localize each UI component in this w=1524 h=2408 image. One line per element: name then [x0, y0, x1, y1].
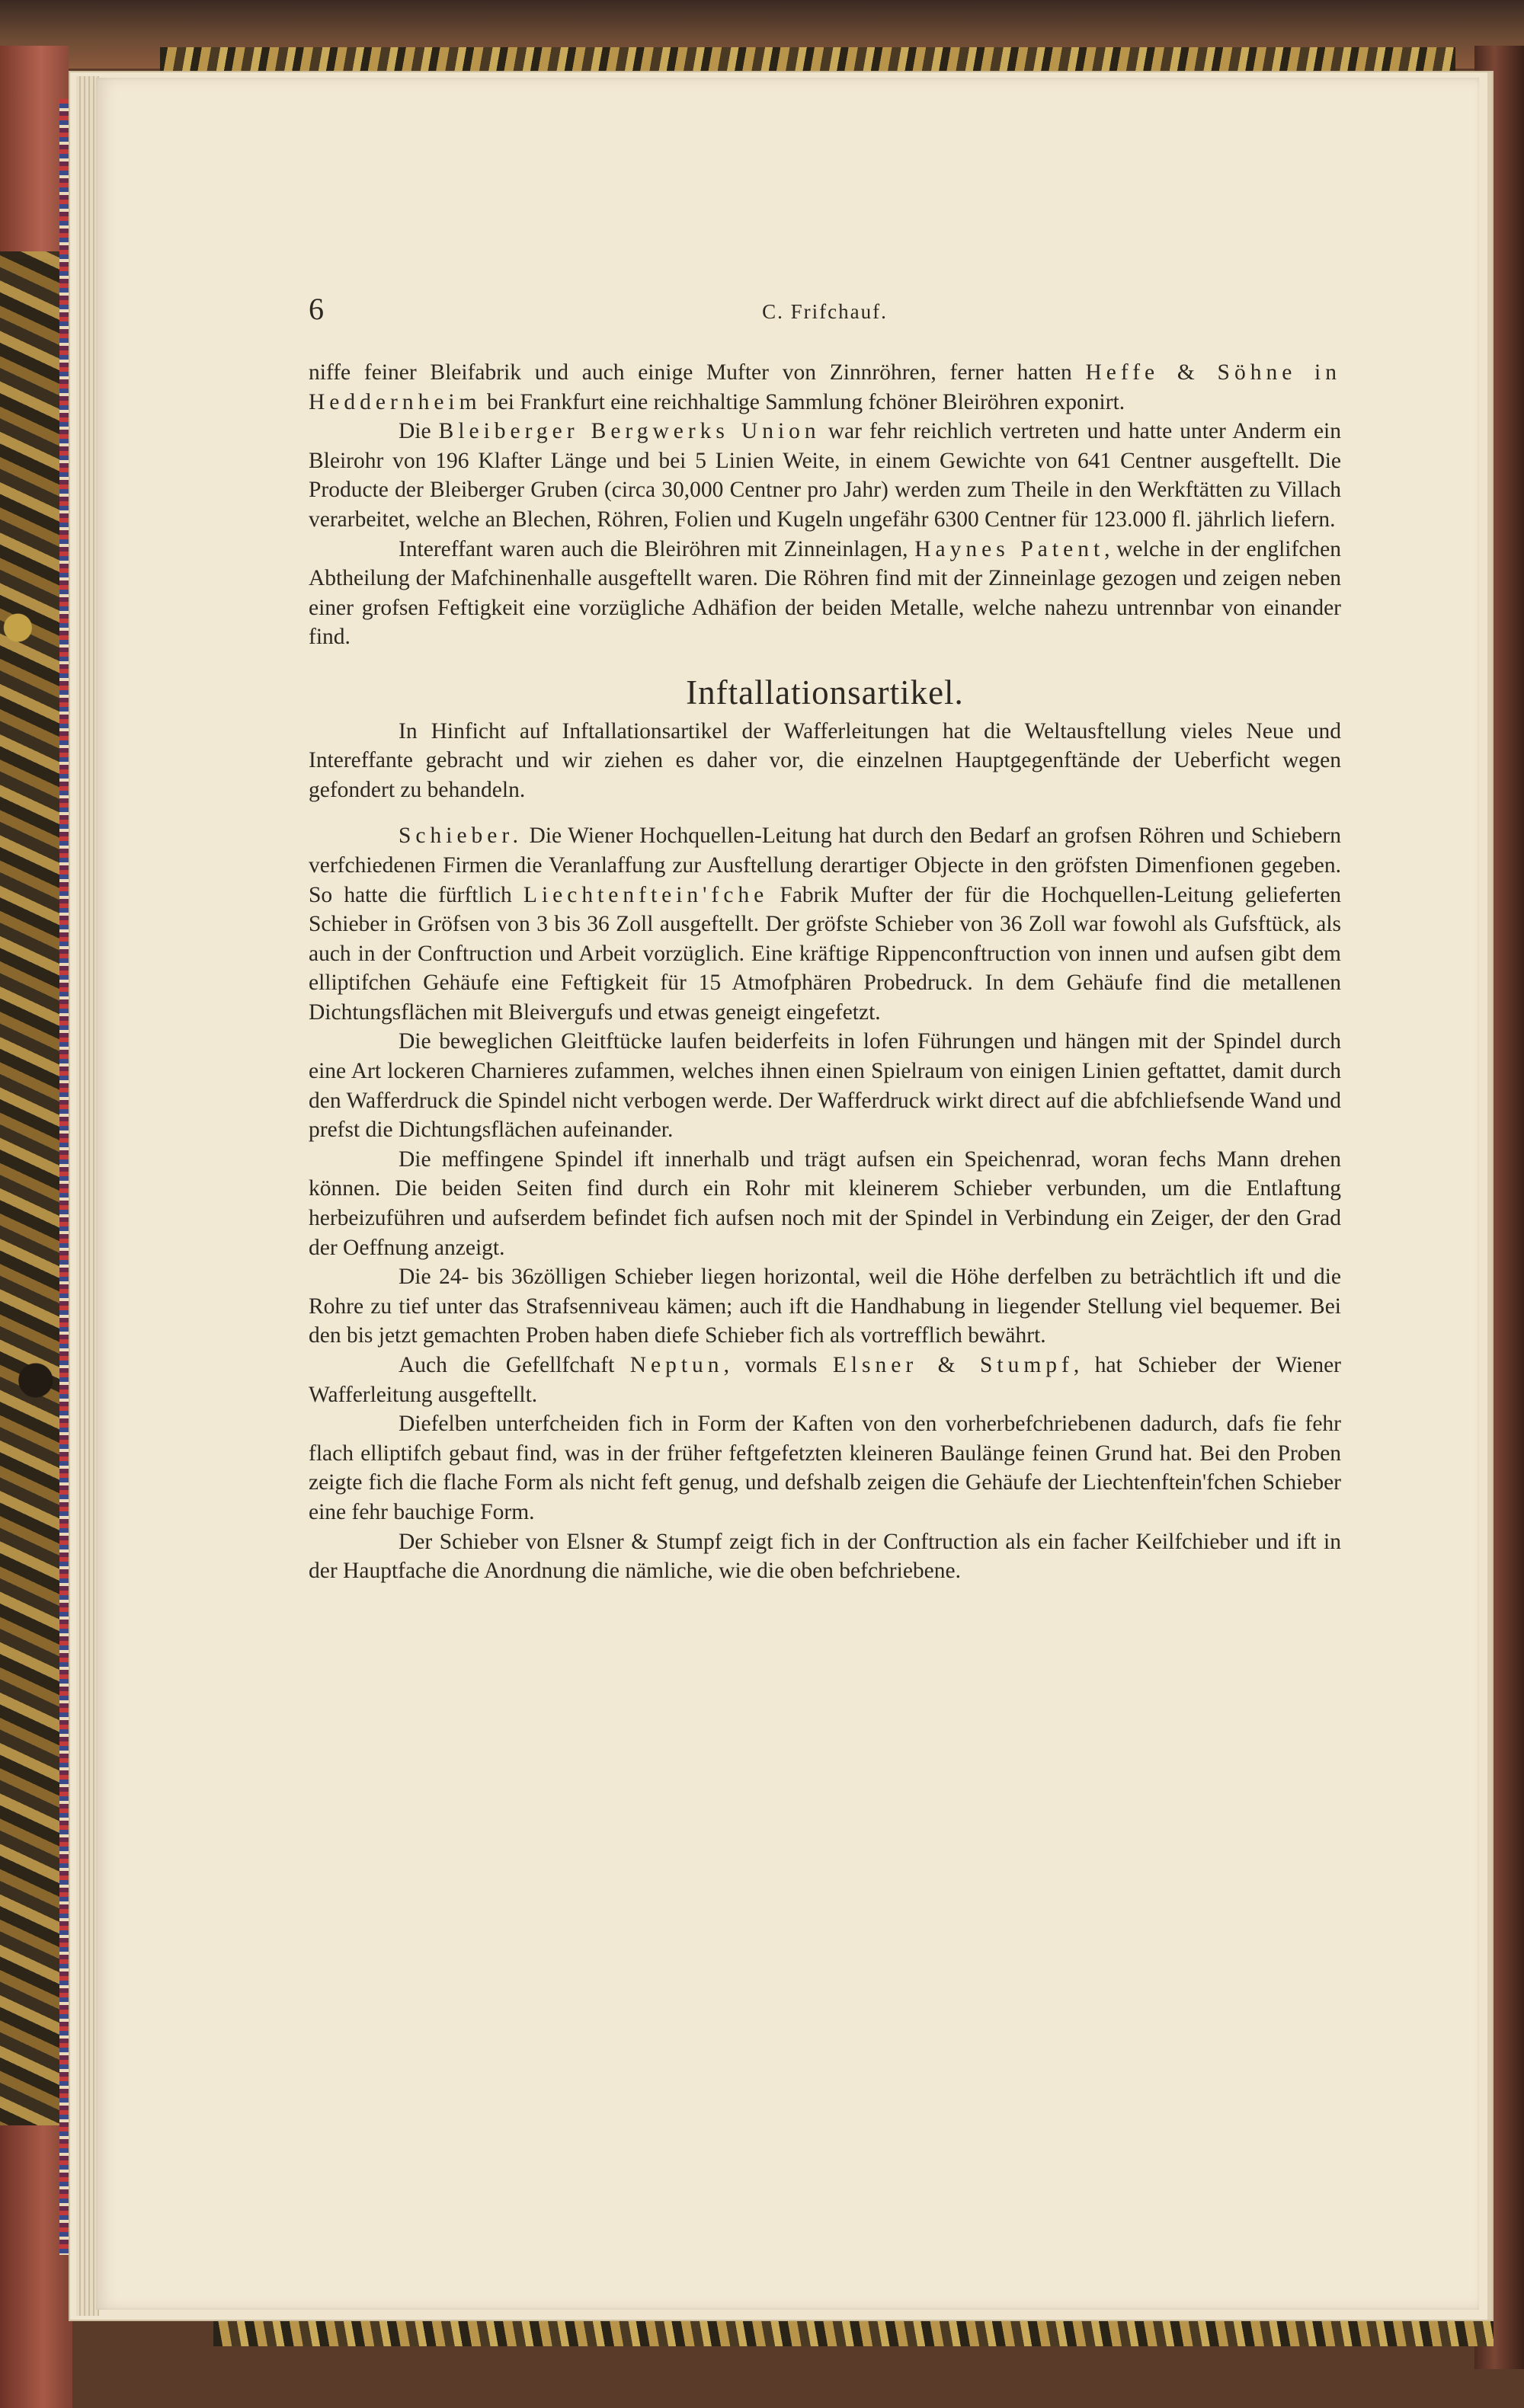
paragraph-3: [309, 535, 1341, 652]
marbled-edge-top: [160, 47, 1455, 75]
paragraph-10: Diefelben unterfcheiden fich in Form der Kaften von den vorherbefchriebenen dadurch, dafs fie fehr flach elliptifch gebaut find, was in der früher feftgefetzten kleineren Baulänge feinen Grund hat. Bei den Proben zeigte fich die flache Form als nicht feft genug, und defshalb zeigen die Gehäufe der Liechtenftein'fchen Schieber eine fehr bauchige Form.: [309, 1412, 1341, 1524]
text-run: Auch die Gefellfchaft: [399, 1353, 630, 1377]
paragraph-4: In Hinficht auf Inftallationsartikel der Wafferleitungen hat die Weltausftellung vieles Neue und Intereffante gebracht und wir ziehen es daher vor, die einzelnen Hauptgegenftände der Ueberficht wegen gefondert zu behandeln.: [309, 718, 1341, 802]
text-run: Intereffant waren auch die Bleiröhren mit Zinneinlagen,: [399, 536, 915, 561]
spaced-name: Liechtenftein'fche: [523, 882, 769, 907]
text-run: , hat Schieber der Wiener Wafferleitung ausgeftellt.: [309, 1353, 1341, 1407]
paragraph-9: [309, 1351, 1341, 1409]
spaced-heading: Schieber.: [399, 823, 523, 849]
text-run: Die: [399, 419, 439, 444]
paragraph-2: [309, 417, 1341, 534]
spaced-name: Heffe & Söhne in Heddernheim: [309, 360, 1341, 414]
text-run: , vormals: [723, 1353, 833, 1377]
paragraph-6: Die beweglichen Gleitftücke laufen beiderfeits in lofen Führungen und hängen mit der Spindel durch eine Art lockeren Charnieres zufammen, welches ihnen einen Spielraum von einigen Linien geftattet, damit durch den Wafferdruck die Spindel nicht verbogen werde. Der Wafferdruck wirkt direct auf die abfchliefsende Wand und prefst die Dichtungsflächen aufeinander.: [309, 1029, 1341, 1143]
section-title: Inftallationsartikel.: [686, 673, 964, 712]
paragraph-8: Die 24- bis 36zölligen Schieber liegen horizontal, weil die Höhe derfelben zu beträchtlich ift und die Rohre zu tief unter das Strafsenniveau kämen; auch ift die Handhabung in liegender Stellung viel bequemer. Bei den bis jetzt gemachten Proben haben diefe Schieber fich als vortrefflich bewährt.: [309, 1265, 1341, 1348]
page-number: 6: [309, 292, 324, 326]
text-run: niffe feiner Bleifabrik und auch einige Mufter von Zinnröhren, ferner hatten: [309, 360, 1086, 385]
page-header: [309, 291, 1341, 337]
paragraph-11: Der Schieber von Elsner & Stumpf zeigt fich in der Conftruction als ein facher Keilfchieber und ift in der Hauptfache die Anordnung die nämliche, wie die oben befchriebene.: [309, 1529, 1341, 1584]
text-run: bei Frankfurt eine reichhaltige Sammlung fchöner Bleiröhren exponirt.: [481, 389, 1125, 414]
text-run: , welche in der englifchen Abtheilung der Mafchinenhalle ausgeftellt waren. Die Röhren find mit der Zinneinlage gezogen und zeigen neben einer grofsen Feftigkeit eine vorzügliche Adhäfion der beiden Metalle, welche nahezu untrennbar von einander find.: [309, 536, 1341, 650]
spaced-name: Neptun: [629, 1353, 724, 1377]
paragraph-5: [309, 821, 1341, 1027]
text-run: Die Wiener Hochquellen-Leitung hat durch den Bedarf an grofsen Röhren und Schiebern verfchiedenen Firmen die Veranlaffung zur Ausftellung derartiger Objecte in den gröfsten Dimenfionen gegeben. So hatte die fürftlich: [309, 823, 1341, 907]
text-run: Fabrik Mufter der für die Hochquellen-Leitung gelieferten Schieber in Gröfsen von 3 bis 36 Zoll ausgeftellt. Der gröfste Schieber von 36 Zoll war fowohl als Gufsftück, als auch in der Conftruction und Arbeit vorzüglich. Eine kräftige Rippenconftruction von innen und aufsen gibt dem elliptifchen Gehäufe eine Feftigkeit für 15 Atmofphären Probedruck. In dem Gehäufe find die metallenen Dichtungsflächen mit Bleivergufs und etwas geneigt eingefetzt.: [309, 882, 1341, 1025]
spaced-name: Haynes Patent: [914, 536, 1105, 561]
page-body: [309, 358, 1341, 1586]
text-run: war fehr reichlich vertreten und hatte unter Anderm ein Bleirohr von 196 Klafter Länge und bei 5 Linien Weite, in einem Gewichte von 641 Centner ausgeftellt. Die Producte der Bleiberger Gruben (circa 30,000 Centner pro Jahr) werden zum Theile in den Werkftätten zu Villach verarbeitet, welche an Blechen, Röhren, Folien und Kugeln ungefähr 6300 Centner für 123.000 fl. jährlich liefern.: [309, 419, 1341, 532]
spaced-name: Bleiberger Bergwerks Union: [438, 419, 821, 444]
marbled-endpaper-left: [0, 251, 59, 2133]
paragraph-1: [309, 358, 1341, 417]
leather-binding-top: [0, 46, 69, 259]
spaced-name: Elsner & Stumpf: [832, 1353, 1074, 1377]
paragraph-7: Die meffingene Spindel ift innerhalb und trägt aufsen ein Speichenrad, woran fechs Mann drehen können. Die beiden Seiten find durch ein Rohr mit kleinerem Schieber verbunden, um die Entlaftung herbeizuführen und aufserdem befindet fich aufsen noch mit der Spindel in Verbindung ein Zeiger, der den Grad der Oeffnung anzeigt.: [309, 1146, 1341, 1260]
running-head: C. Frifchauf.: [762, 300, 888, 323]
